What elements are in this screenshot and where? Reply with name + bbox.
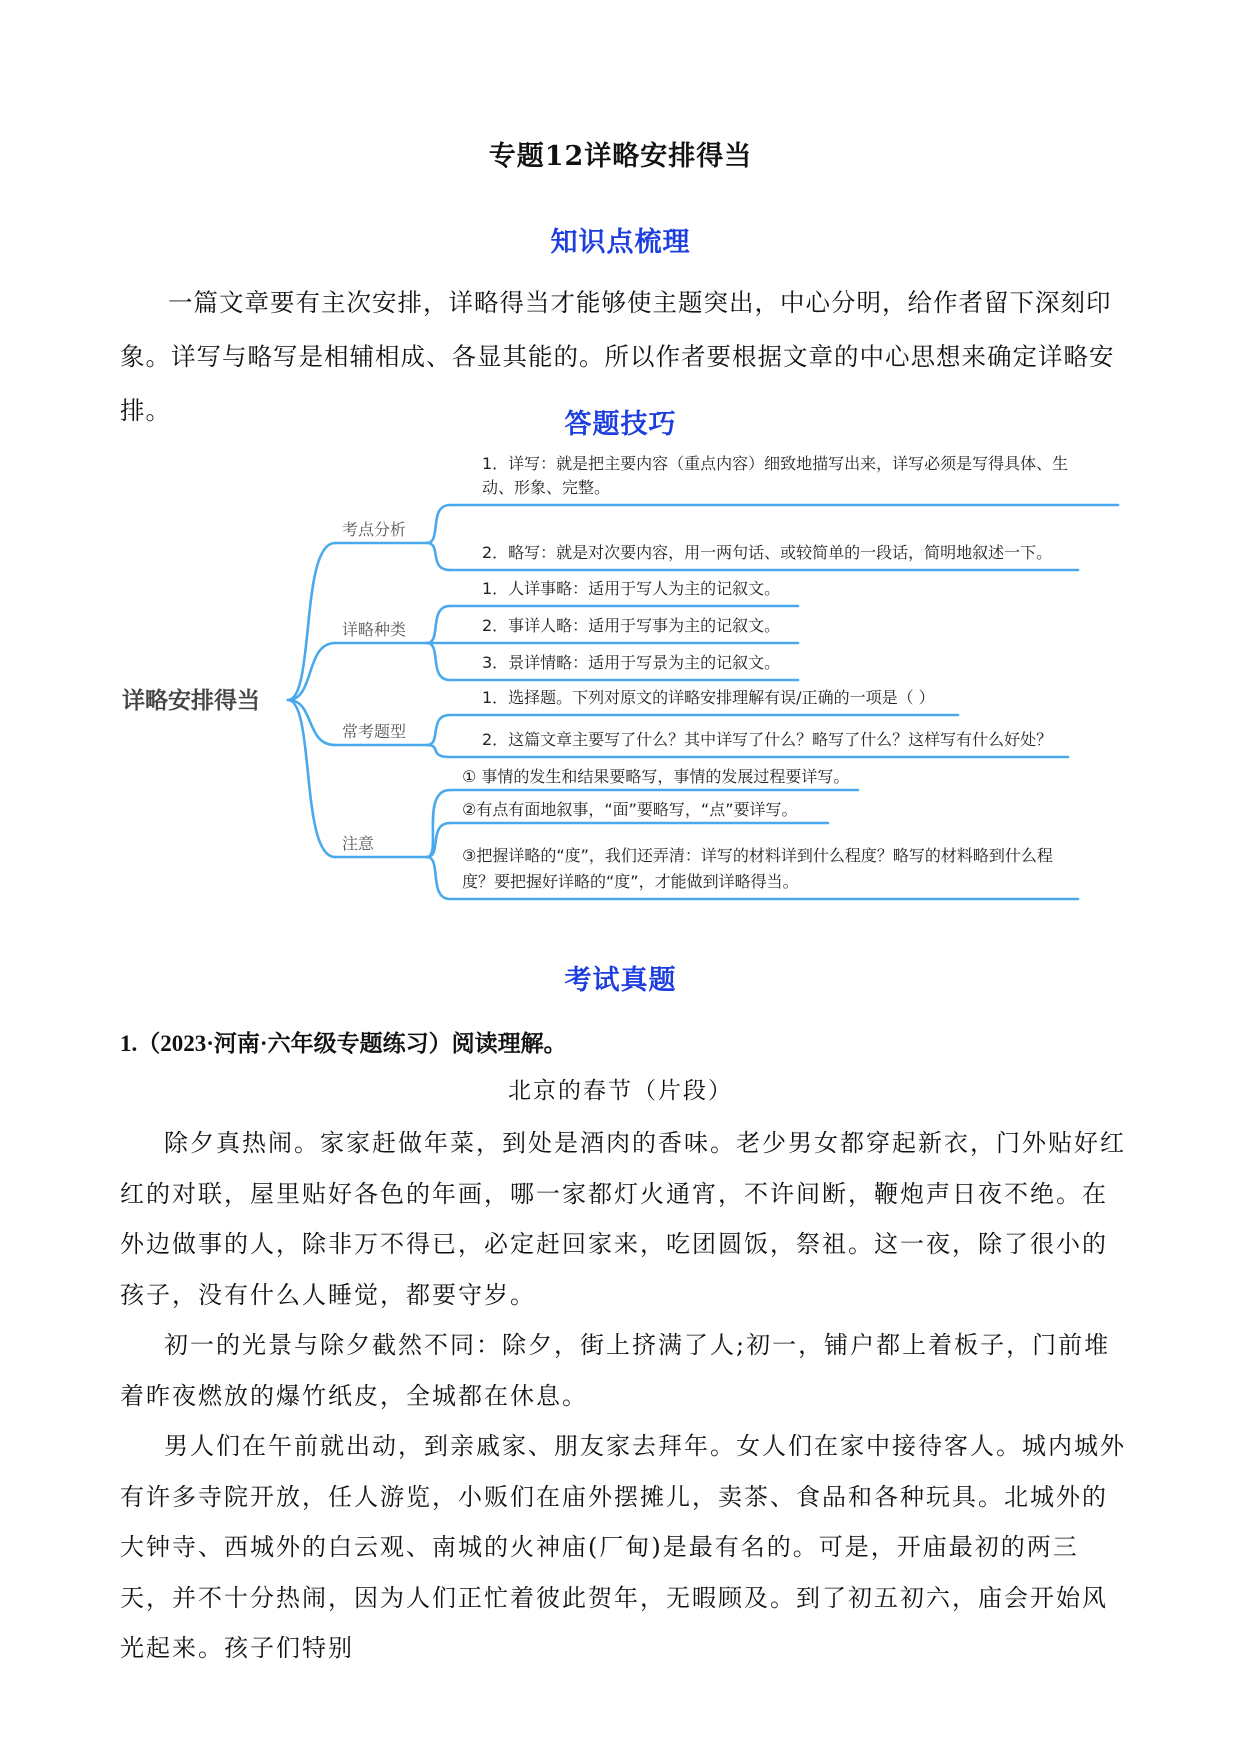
mind-map <box>120 454 1130 929</box>
b1-leaf1-line2: 动、形象、完整。 <box>482 478 611 497</box>
b3-leaf2: 2．这篇文章主要写了什么？其中详写了什么？略写了什么？这样写有什么好处？ <box>482 730 1053 749</box>
b1-leaf1-line1: 1．详写：就是把主要内容（重点内容）细致地描写出来，详写必须是写得具体、生 <box>482 454 1069 473</box>
b4-leaf2: ②有点有面地叙事，“面”要略写，“点”要详写。 <box>462 800 798 819</box>
b3-leaf1: 1．选择题。下列对原文的详略安排理解有误/正确的一项是（ ） <box>482 688 935 707</box>
passage-paragraph-3: 男人们在午前就出动，到亲戚家、朋友家去拜年。女人们在家中接待客人。城内城外有许多寺院开放，任人游览，小贩们在庙外摆摊儿，卖茶、食品和各种玩具。北城外的大钟寺、西城外的白云观、南城的火神庙(厂甸)是最有名的。可是，开庙最初的两三天，并不十分热闹，因为人们正忙着彼此贺年，无暇顾及。到了初五初六，庙会开始风光起来。孩子们特别 <box>120 1432 1126 1662</box>
passage-title: 北京的春节（片段） <box>508 1078 733 1104</box>
b2-leaf1: 1．人详事略：适用于写人为主的记叙文。 <box>482 579 781 598</box>
passage-paragraph-1: 除夕真热闹。家家赶做年菜，到处是酒肉的香味。老少男女都穿起新衣，门外贴好红红的对联，屋里贴好各色的年画，哪一家都灯火通宵，不许间断，鞭炮声日夜不绝。在外边做事的人，除非万不得已，必定赶回家来，吃团圆饭，祭祖。这一夜，除了很小的孩子，没有什么人睡觉，都要守岁。 <box>120 1129 1126 1309</box>
intro-paragraph: 一篇文章要有主次安排，详略得当才能够使主题突出，中心分明，给作者留下深刻印象。详写与略写是相辅相成、各显其能的。所以作者要根据文章的中心思想来确定详略安排。 <box>120 288 1115 425</box>
branch-label-exam-points: 考点分析 <box>342 520 407 539</box>
branch-label-types: 详略种类 <box>342 620 407 639</box>
b4-leaf3-line2: 度？要把握好详略的“度”，才能做到详略得当。 <box>462 872 799 891</box>
mind-map-root: 详略安排得当 <box>122 688 260 714</box>
connector-root-branch2 <box>288 643 335 700</box>
branch-label-notes: 注意 <box>342 834 375 853</box>
connector-b1-leaf2 <box>427 543 450 570</box>
branch-label-question-types: 常考题型 <box>342 722 407 741</box>
mind-map-canvas <box>120 454 1130 925</box>
section-heading-exam: 考试真题 <box>564 965 677 996</box>
b4-leaf3-line1: ③把握详略的“度”，我们还弄清：详写的材料详到什么程度？略写的材料略到什么程 <box>462 846 1053 865</box>
connector-b3-leaf2 <box>427 745 450 757</box>
b2-leaf3: 3．景详情略：适用于写景为主的记叙文。 <box>482 653 781 672</box>
page-title: 专题12详略安排得当 <box>488 141 753 172</box>
b1-leaf2-line1: 2．略写：就是对次要内容，用一两句话、或较简单的一段话，简明地叙述一下。 <box>482 543 1053 562</box>
section-heading-knowledge: 知识点梳理 <box>550 227 691 258</box>
b4-leaf1: ① 事情的发生和结果要略写，事情的发展过程要详写。 <box>462 767 850 786</box>
question-heading: 1.（2023·河南·六年级专题练习）阅读理解。 <box>120 1031 567 1056</box>
section-heading-skills: 答题技巧 <box>564 409 677 440</box>
connector-root-branch1 <box>288 543 335 700</box>
b2-leaf2: 2．事详人略：适用于写事为主的记叙文。 <box>482 616 781 635</box>
connector-b1-leaf1 <box>427 505 450 543</box>
connector-b2-leaf1 <box>427 606 450 643</box>
connector-b2-leaf3 <box>427 643 450 680</box>
connector-b4-leaf2 <box>427 823 450 857</box>
connector-b3-leaf1 <box>427 715 450 745</box>
passage-paragraph-2: 初一的光景与除夕截然不同：除夕，街上挤满了人;初一，铺户都上着板子，门前堆着昨夜燃放的爆竹纸皮，全城都在休息。 <box>120 1331 1111 1410</box>
connector-b4-leaf3 <box>427 857 450 899</box>
